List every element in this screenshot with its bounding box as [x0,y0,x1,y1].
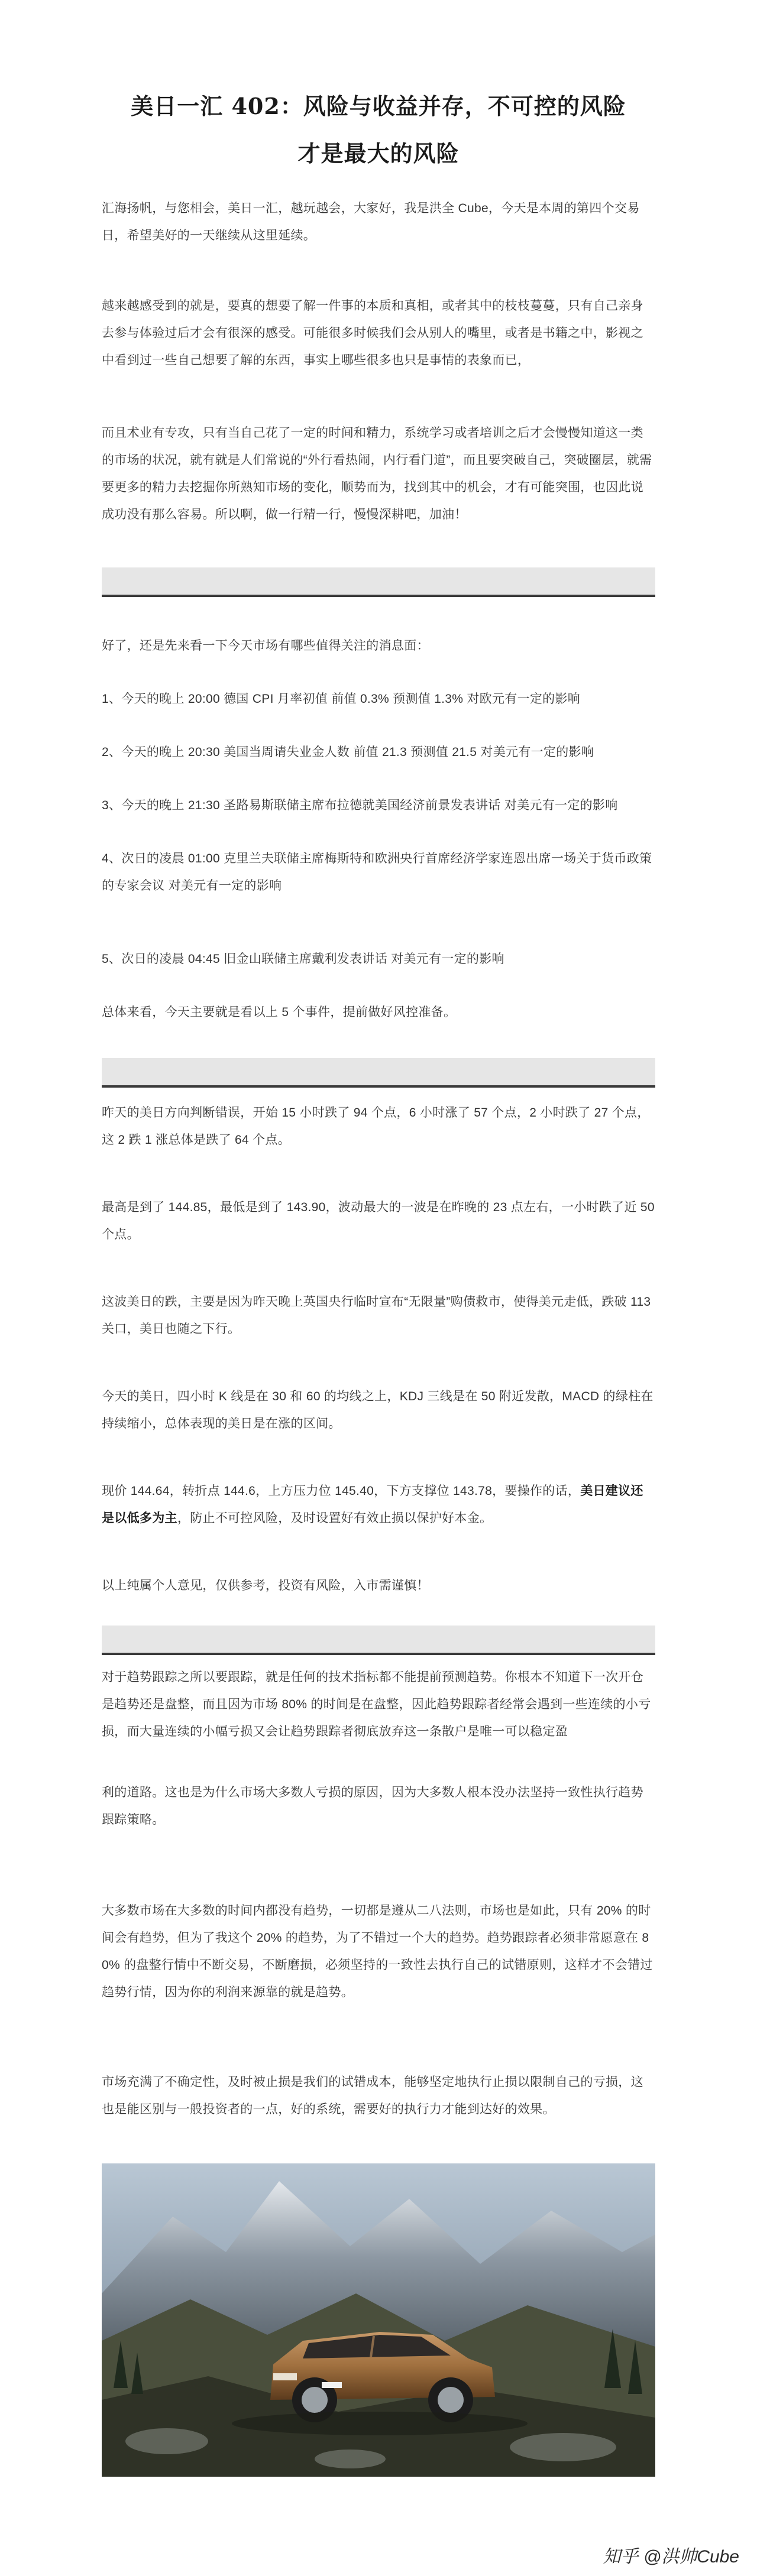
section-divider [102,1626,655,1655]
news-item: 1、今天的晚上 20:00 德国 CPI 月率初值 前值 0.3% 预测值 1.3% 对欧元有一定的影响 [102,692,581,706]
title-line-1: 美日一汇 402：风险与收益并存，不可控的风险 [131,93,626,119]
section-divider [102,1058,655,1088]
analysis-paragraph: 今天的美日，四小时 K 线是在 30 和 60 的均线之上，KDJ 三线是在 50 附近发散，MACD 的绿柱在持续缩小，总体表现的美日是在涨的区间。 [102,1390,654,1430]
photo-illustration [102,2163,655,2477]
news-item: 5、次日的凌晨 04:45 旧金山联储主席戴利发表讲话 对美元有一定的影响 [102,952,504,966]
levels-recommendation: 美日建议还是以低多为主 [102,1484,643,1525]
disclaimer: 以上纯属个人意见，仅供参考，投资有风险，入市需谨慎！ [102,1579,429,1592]
section-divider [102,567,655,597]
article-title [101,83,656,177]
essay-paragraph: 利的道路。这也是为什么市场大多数人亏损的原因，因为大多数人根本没办法坚持一致性执行趋势跟踪策略。 [102,1786,643,1826]
news-item: 4、次日的凌晨 01:00 克里兰夫联储主席梅斯特和欧洲央行首席经济学家连恩出席一场关于货币政策的专家会议 对美元有一定的影响 [102,852,652,893]
levels-text-tail: ，防止不可控风险，及时设置好有效止损以保护好本金。 [177,1511,493,1525]
levels-paragraph [102,1478,655,1532]
car-mountain-photo [102,2163,655,2477]
analysis-paragraph: 这波美日的跌，主要是因为昨天晚上英国央行临时宣布“无限量”购债救市，使得美元走低，跌破 113 关口，美日也随之下行。 [102,1295,651,1336]
intro-paragraph: 汇海扬帆，与您相会，美日一汇，越玩越会，大家好，我是洪全 Cube，今天是本周的第四个交易日，希望美好的一天继续从这里延续。 [102,202,640,242]
news-item: 3、今天的晚上 21:30 圣路易斯联储主席布拉德就美国经济前景发表讲话 对美元有一定的影响 [102,799,618,812]
watermark: 知乎 @洪帅Cube [603,2547,739,2567]
essay-paragraph: 对于趋势跟踪之所以要跟踪，就是任何的技术指标都不能提前预测趋势。你根本不知道下一次开仓是趋势还是盘整，而且因为市场 80% 的时间是在盘整，因此趋势跟踪者经常会遇到一些连续的小亏损，而大量连续的小幅亏损又会让趋势跟踪者彻底放弃这一条散户是唯一可以稳定盈 [102,1670,651,1738]
levels-text: 现价 144.64，转折点 144.6，上方压力位 145.40，下方支撑位 143.78，要操作的话， [102,1484,581,1498]
news-intro: 好了，还是先来看一下今天市场有哪些值得关注的消息面： [102,639,429,653]
news-item: 2、今天的晚上 20:30 美国当周请失业金人数 前值 21.3 预测值 21.5 对美元有一定的影响 [102,745,594,759]
analysis-paragraph: 昨天的美日方向判断错误，开始 15 小时跌了 94 个点，6 小时涨了 57 个点，2 小时跌了 27 个点，这 2 跌 1 涨总体是跌了 64 个点。 [102,1106,650,1147]
intro-paragraph: 而且术业有专攻，只有当自己花了一定的时间和精力，系统学习或者培训之后才会慢慢知道这一类的市场的状况，就有就是人们常说的“外行看热闹，内行看门道”，而且要突破自己，突破圈层，就需要更多的精力去挖掘你所熟知市场的变化，顺势而为，找到其中的机会，才有可能突围，也因此说成功没有那么容易。所以啊，做一行精一行，慢慢深耕吧，加油！ [102,426,652,521]
essay-paragraph: 大多数市场在大多数的时间内都没有趋势，一切都是遵从二八法则，市场也是如此，只有 20% 的时间会有趋势，但为了我这个 20% 的趋势，为了不错过一个大的趋势。趋势跟踪者必须非常愿意在 80% 的盘整行情中不断交易，不断磨损，必须坚持的一致性去执行自己的试错原则，这样才不会错过趋势行情，因为你的利润来源靠的就是趋势。 [102,1904,653,1999]
news-summary: 总体来看，今天主要就是看以上 5 个事件，提前做好风控准备。 [102,1005,457,1019]
analysis-paragraph: 最高是到了 144.85，最低是到了 143.90，波动最大的一波是在昨晚的 23 点左右，一小时跌了近 50 个点。 [102,1201,655,1241]
title-line-2: 才是最大的风险 [297,140,460,167]
essay-paragraph: 市场充满了不确定性，及时被止损是我们的试错成本，能够坚定地执行止损以限制自己的亏损，这也是能区别与一般投资者的一点，好的系统，需要好的执行力才能到达好的效果。 [102,2075,643,2116]
intro-paragraph: 越来越感受到的就是，要真的想要了解一件事的本质和真相，或者其中的枝枝蔓蔓，只有自己亲身去参与体验过后才会有很深的感受。可能很多时候我们会从别人的嘴里，或者是书籍之中，影视之中看到过一些自己想要了解的东西，事实上哪些很多也只是事情的表象而已， [102,299,643,367]
